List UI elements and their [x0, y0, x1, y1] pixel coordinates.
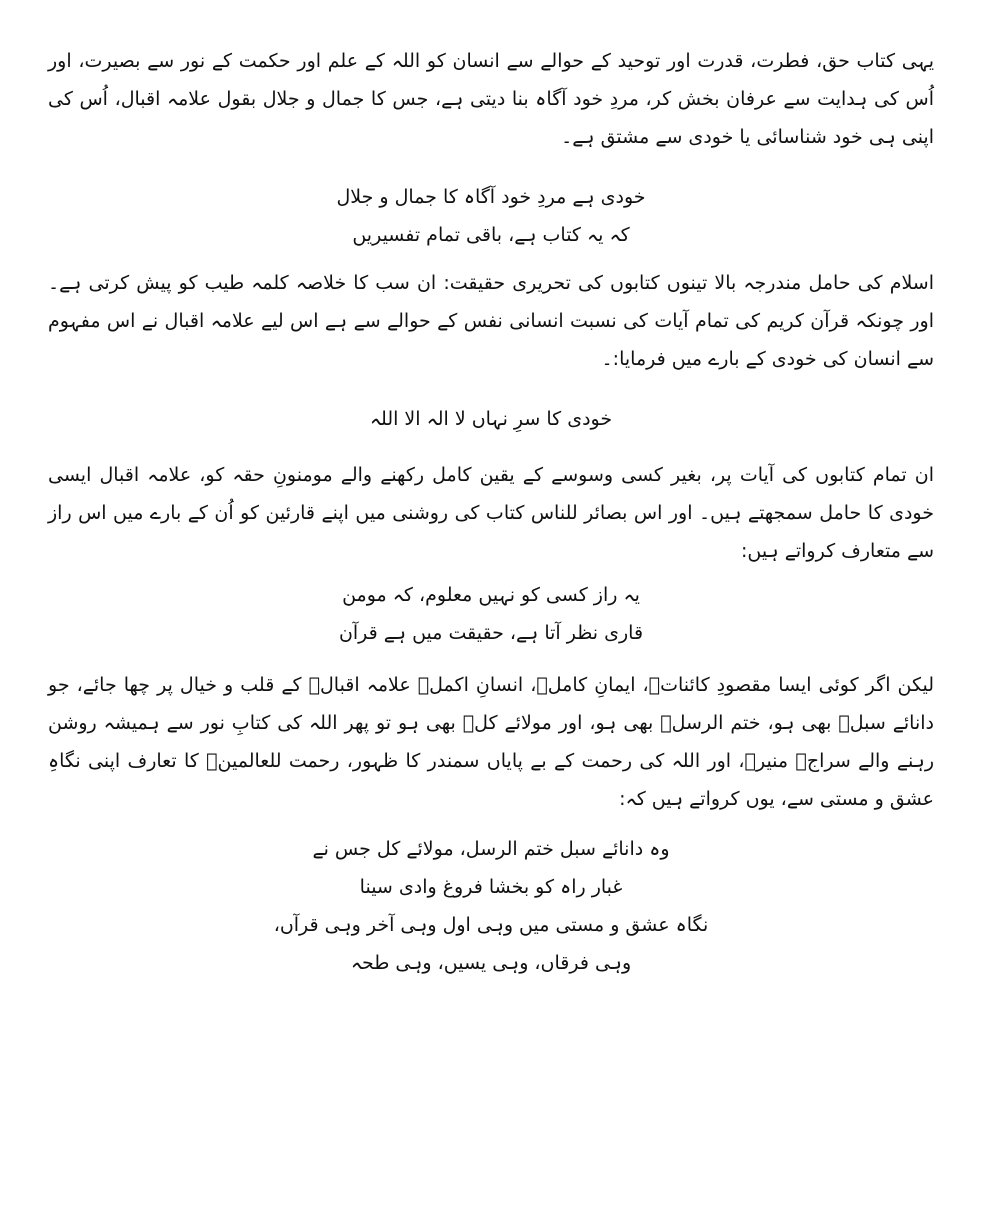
document-page — [48, 42, 934, 982]
verse-line: وہی فرقاں، وہی یسیں، وہی طحہ — [350, 952, 632, 974]
verse-line: قاری نظر آتا ہے، حقیقت میں ہے قرآن — [338, 622, 644, 644]
verse-line: خودی ہے مردِ خود آگاہ کا جمال و جلال — [336, 186, 646, 208]
paragraph: لیکن اگر کوئی ایسا مقصودِ کائناتؐ، ایمانِ کاملؐ، انسانِ اکملؐ علامہ اقبالؒ کے قلب و خیال پر چھا جائے، جو دانائے سبلؐ بھی ہو، ختم الرسلؐ بھی ہو، اور مولائے کلؐ بھی ہو تو پھر اللہ کی کتابِ نور سے ہمیشہ روشن رہنے والے سراجؐ منیرؐ، اور اللہ کی رحمت کے بے پایاں سمندر کا ظہور، رحمت للعالمینؐ کا تعارف اپنی نگاہِ عشق و مستی سے، یوں کرواتے ہیں کہ: — [48, 674, 934, 810]
paragraph: یہی کتاب حق، فطرت، قدرت اور توحید کے حوالے سے انسان کو اللہ کے علم اور حکمت کے نور سے بصیرت، اور اُس کی ہدایت سے عرفان بخش کر، مردِ خود آگاہ بنا دیتی ہے، جس کا جمال و جلال بقول علامہ اقبال، اُس کی اپنی ہی خود شناسائی یا خودی سے مشتق ہے۔ — [48, 50, 934, 148]
verse-line-single — [48, 400, 934, 438]
verse-line: غبار راہ کو بخشا فروغ وادی سینا — [359, 876, 623, 898]
verse-line: وہ دانائے سبل ختم الرسل، مولائے کل جس نے — [312, 838, 670, 860]
verse-couplet — [48, 178, 934, 254]
verse-line: خودی کا سرِ نہاں لا الہ الا اللہ — [369, 408, 613, 430]
paragraph: ان تمام کتابوں کی آیات پر، بغیر کسی وسوسے کے یقین کامل رکھنے والے مومنونِ حقہ کو، علامہ اقبال ایسی خودی کا حامل سمجھتے ہیں۔ اور اس بصائر للناس کتاب کی روشنی میں اپنے قارئین کو اُن کے بارے میں اس راز سے متعارف کرواتے ہیں: — [48, 464, 934, 562]
verse-stanza — [48, 830, 934, 982]
verse-line: نگاہ عشق و مستی میں وہی اول وہی آخر وہی قرآں، — [273, 914, 709, 936]
verse-couplet — [48, 576, 934, 652]
verse-line: کہ یہ کتاب ہے، باقی تمام تفسیریں — [352, 224, 630, 246]
verse-line: یہ راز کسی کو نہیں معلوم، کہ مومن — [342, 584, 640, 606]
paragraph: اسلام کی حامل مندرجہ بالا تینوں کتابوں کی تحریری حقیقت: ان سب کا خلاصہ کلمہ طیب کو پیش کرتی ہے۔ اور چونکہ قرآن کریم کی تمام آیات کی نسبت انسانی نفس کے حوالے سے ہے اس لیے علامہ اقبال نے اس مفہوم سے انسان کی خودی کے بارے میں فرمایا:۔ — [48, 272, 934, 370]
